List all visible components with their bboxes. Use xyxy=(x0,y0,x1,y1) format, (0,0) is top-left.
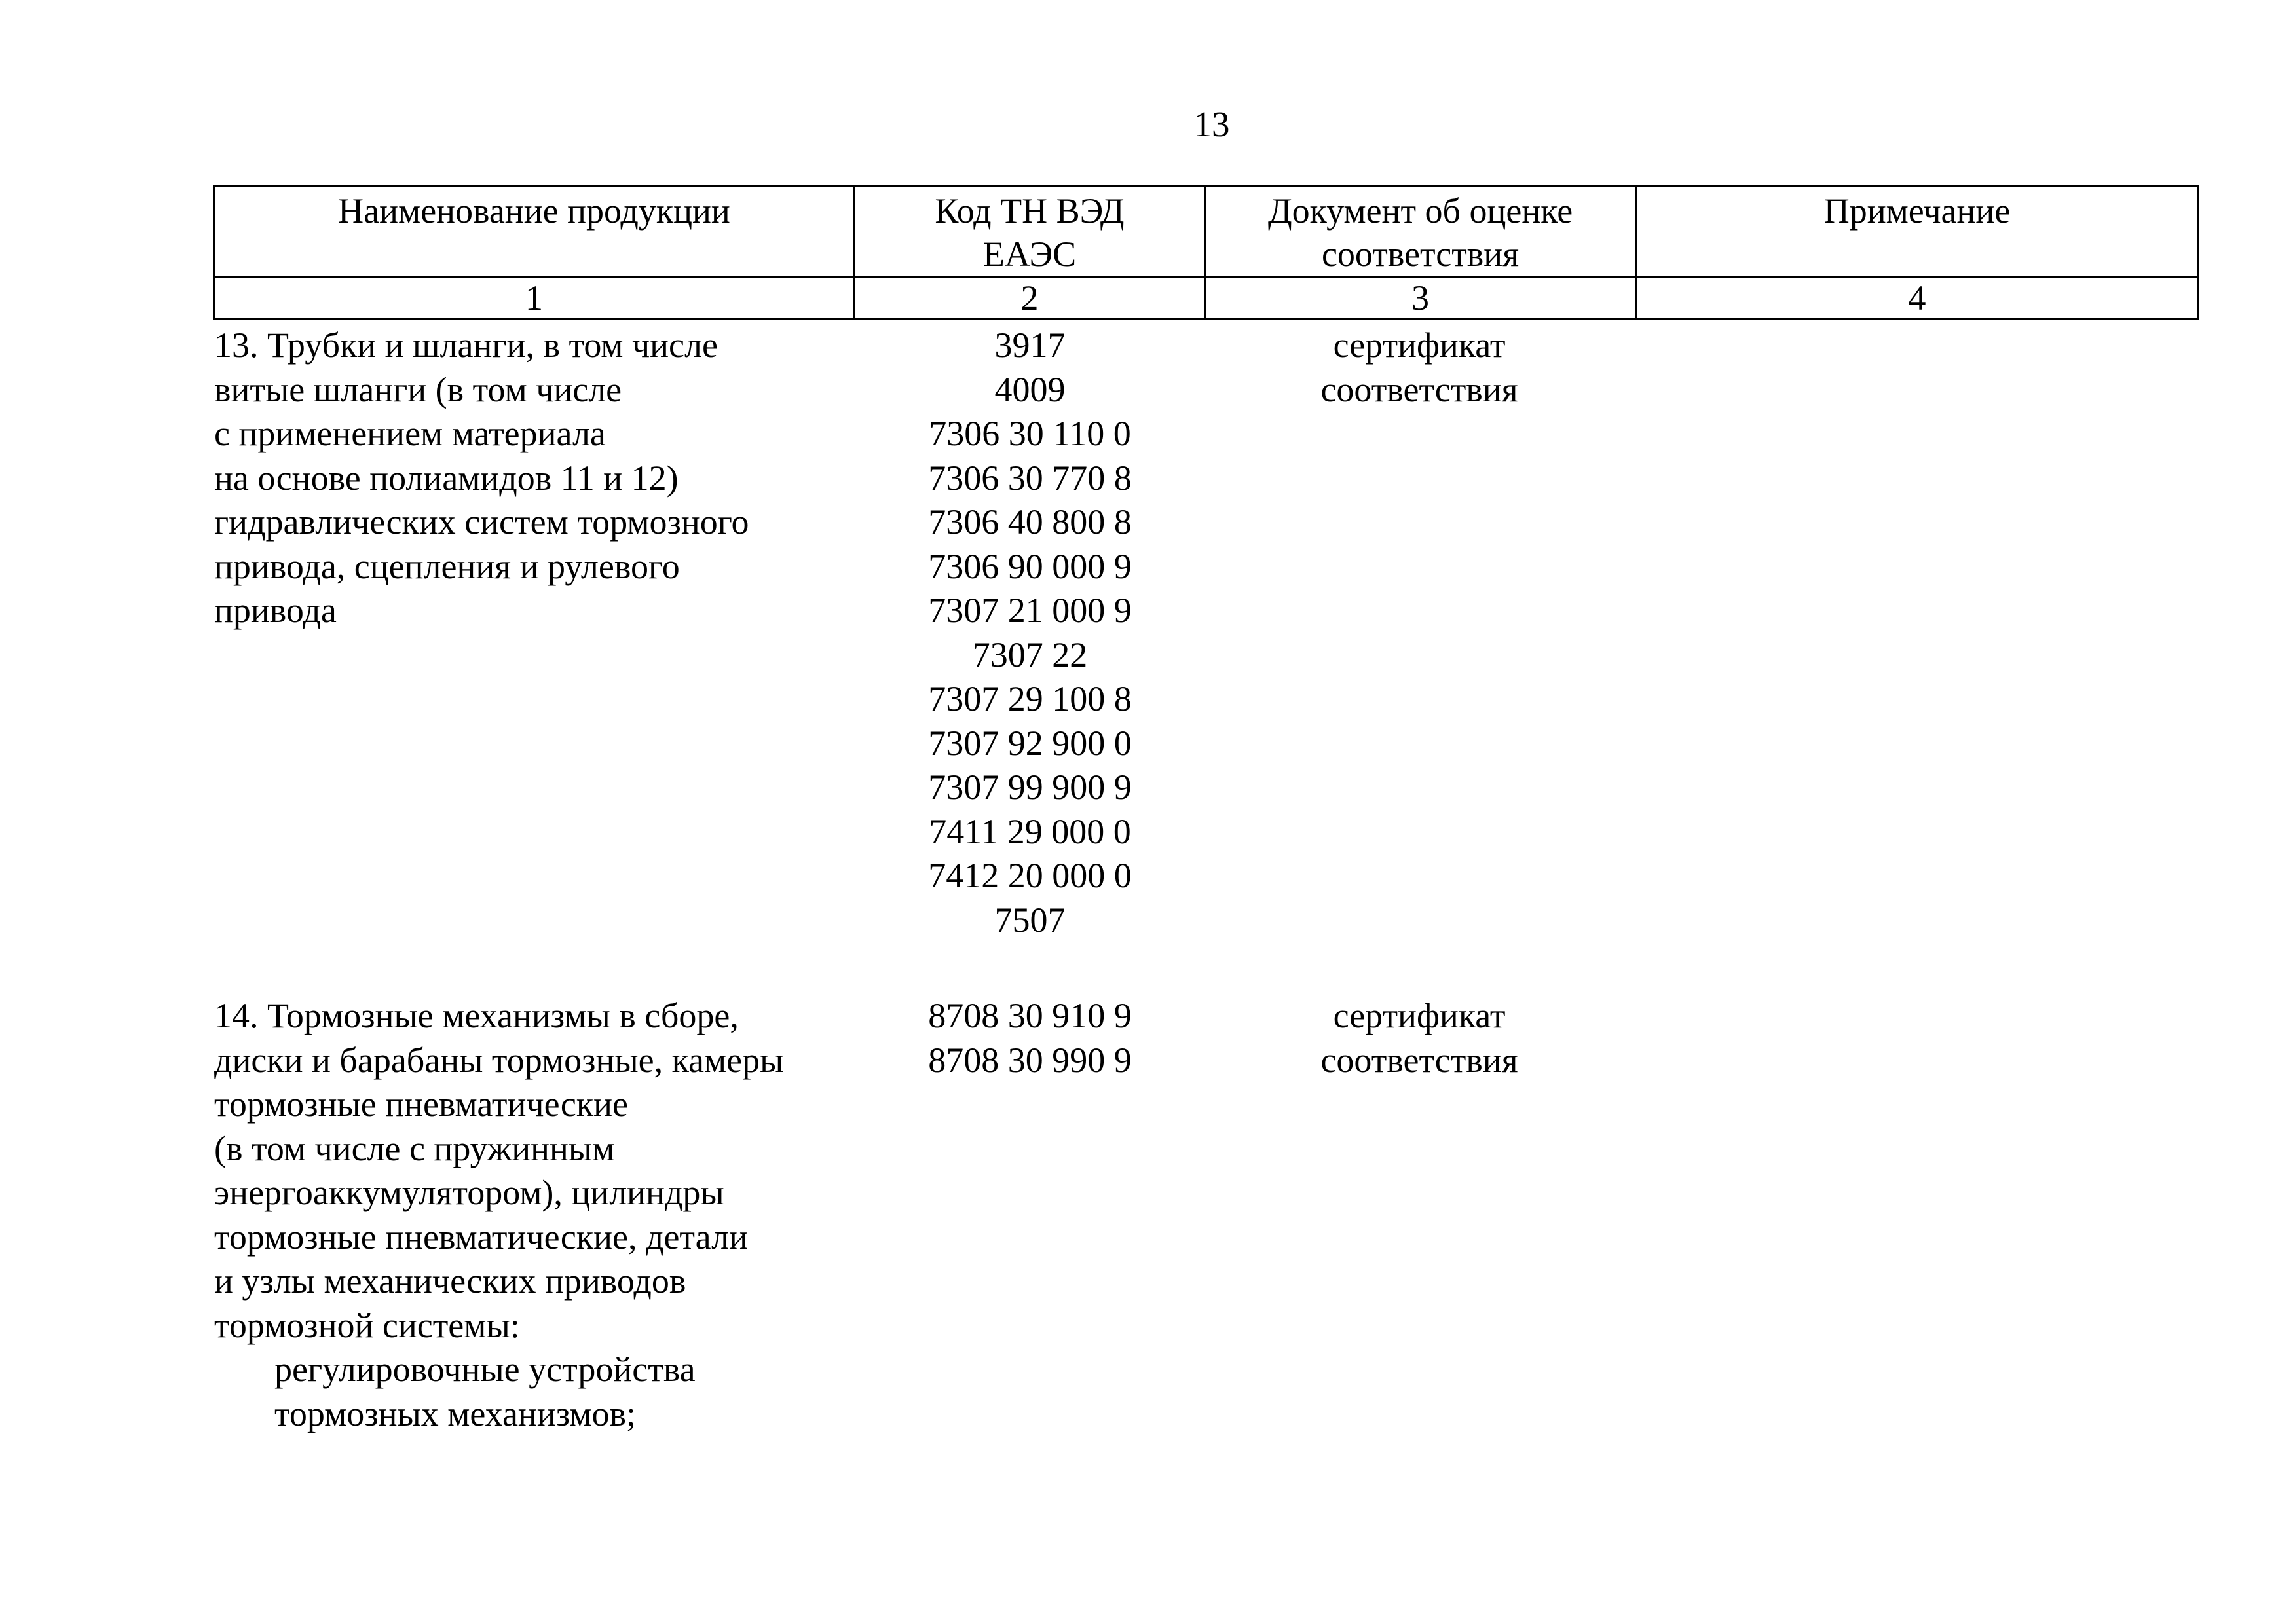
entry-13-code: 7307 99 900 9 xyxy=(928,767,1132,807)
entry-13-document-line: сертификат xyxy=(1333,325,1506,365)
header-num-4: 4 xyxy=(1636,277,2199,320)
entry-14-name xyxy=(214,994,856,1436)
header-product-name xyxy=(214,186,855,277)
entry-13-code: 3917 xyxy=(994,325,1066,365)
entry-14-name-line: энергоаккумулятором), цилиндры xyxy=(214,1173,724,1212)
entry-14-document xyxy=(1204,994,1635,1082)
entry-14-sub-line: регулировочные устройства xyxy=(274,1350,696,1389)
entry-13-code: 7307 29 100 8 xyxy=(928,679,1132,718)
entry-14-name-line: 14. Тормозные механизмы в сборе, xyxy=(214,996,739,1035)
header-document-line1: Документ об оценке xyxy=(1267,191,1573,231)
header-titles-row xyxy=(214,186,2199,277)
entry-13-document-line: соответствия xyxy=(1320,369,1518,409)
entry-13-code: 7306 90 000 9 xyxy=(928,546,1132,586)
entry-14-codes xyxy=(855,994,1205,1082)
header-note xyxy=(1636,186,2199,277)
entry-13-code: 7307 22 xyxy=(972,635,1088,674)
header-num-1: 1 xyxy=(214,277,855,320)
entry-13-name-line: на основе полиамидов 11 и 12) xyxy=(214,458,679,498)
table-header xyxy=(213,185,2199,320)
entry-13-code: 7412 20 000 0 xyxy=(928,856,1132,895)
entry-13-name-line: привода xyxy=(214,591,337,630)
entry-14-code: 8708 30 910 9 xyxy=(928,996,1132,1035)
entry-13-name xyxy=(214,323,856,633)
entry-13-name-line: гидравлических систем тормозного xyxy=(214,502,749,542)
header-numbers-row xyxy=(214,277,2199,320)
entry-14-name-line: и узлы механических приводов xyxy=(214,1261,686,1301)
entry-14-name-line: тормозные пневматические, детали xyxy=(214,1217,748,1257)
header-note-text: Примечание xyxy=(1823,191,2011,231)
entry-13-code: 7507 xyxy=(994,900,1066,940)
entry-14-document-line: соответствия xyxy=(1320,1040,1518,1080)
entry-13-code: 7306 30 110 0 xyxy=(929,414,1131,453)
entry-13-code: 7307 92 900 0 xyxy=(928,723,1132,763)
entry-13-code: 7306 30 770 8 xyxy=(928,458,1132,498)
header-num-3: 3 xyxy=(1205,277,1636,320)
header-code-line2: ЕАЭС xyxy=(982,234,1077,274)
entry-13-name-line: привода, сцепления и рулевого xyxy=(214,546,680,586)
header-num-2: 2 xyxy=(855,277,1205,320)
header-code xyxy=(855,186,1205,277)
entry-14-name-line: (в том числе с пружинным xyxy=(214,1128,615,1168)
entry-13-code: 7307 21 000 9 xyxy=(928,591,1132,630)
entry-13-name-line: с применением материала xyxy=(214,414,606,453)
entry-13-name-line: 13. Трубки и шланги, в том числе xyxy=(214,325,718,365)
entry-14-name-line: тормозные пневматические xyxy=(214,1084,628,1124)
entry-14-code: 8708 30 990 9 xyxy=(928,1040,1132,1080)
entry-13-code: 7306 40 800 8 xyxy=(928,502,1132,542)
entry-14-name-line: диски и барабаны тормозные, камеры xyxy=(214,1040,784,1080)
entry-14-sub-line: тормозных механизмов; xyxy=(274,1393,636,1433)
entry-14-document-line: сертификат xyxy=(1333,996,1506,1035)
entry-13-codes xyxy=(855,323,1205,942)
header-product-name-text: Наименование продукции xyxy=(338,191,730,231)
entry-13-code: 7411 29 000 0 xyxy=(929,811,1131,851)
entry-13-name-line: витые шланги (в том числе xyxy=(214,369,622,409)
entry-14-name-line: тормозной системы: xyxy=(214,1305,520,1345)
entry-13-document xyxy=(1204,323,1635,412)
page-number: 13 xyxy=(1193,104,1230,144)
header-document-line2: соответствия xyxy=(1321,234,1520,274)
entry-13-code: 4009 xyxy=(994,369,1066,409)
header-code-line1: Код ТН ВЭД xyxy=(935,191,1125,231)
header-document xyxy=(1205,186,1636,277)
